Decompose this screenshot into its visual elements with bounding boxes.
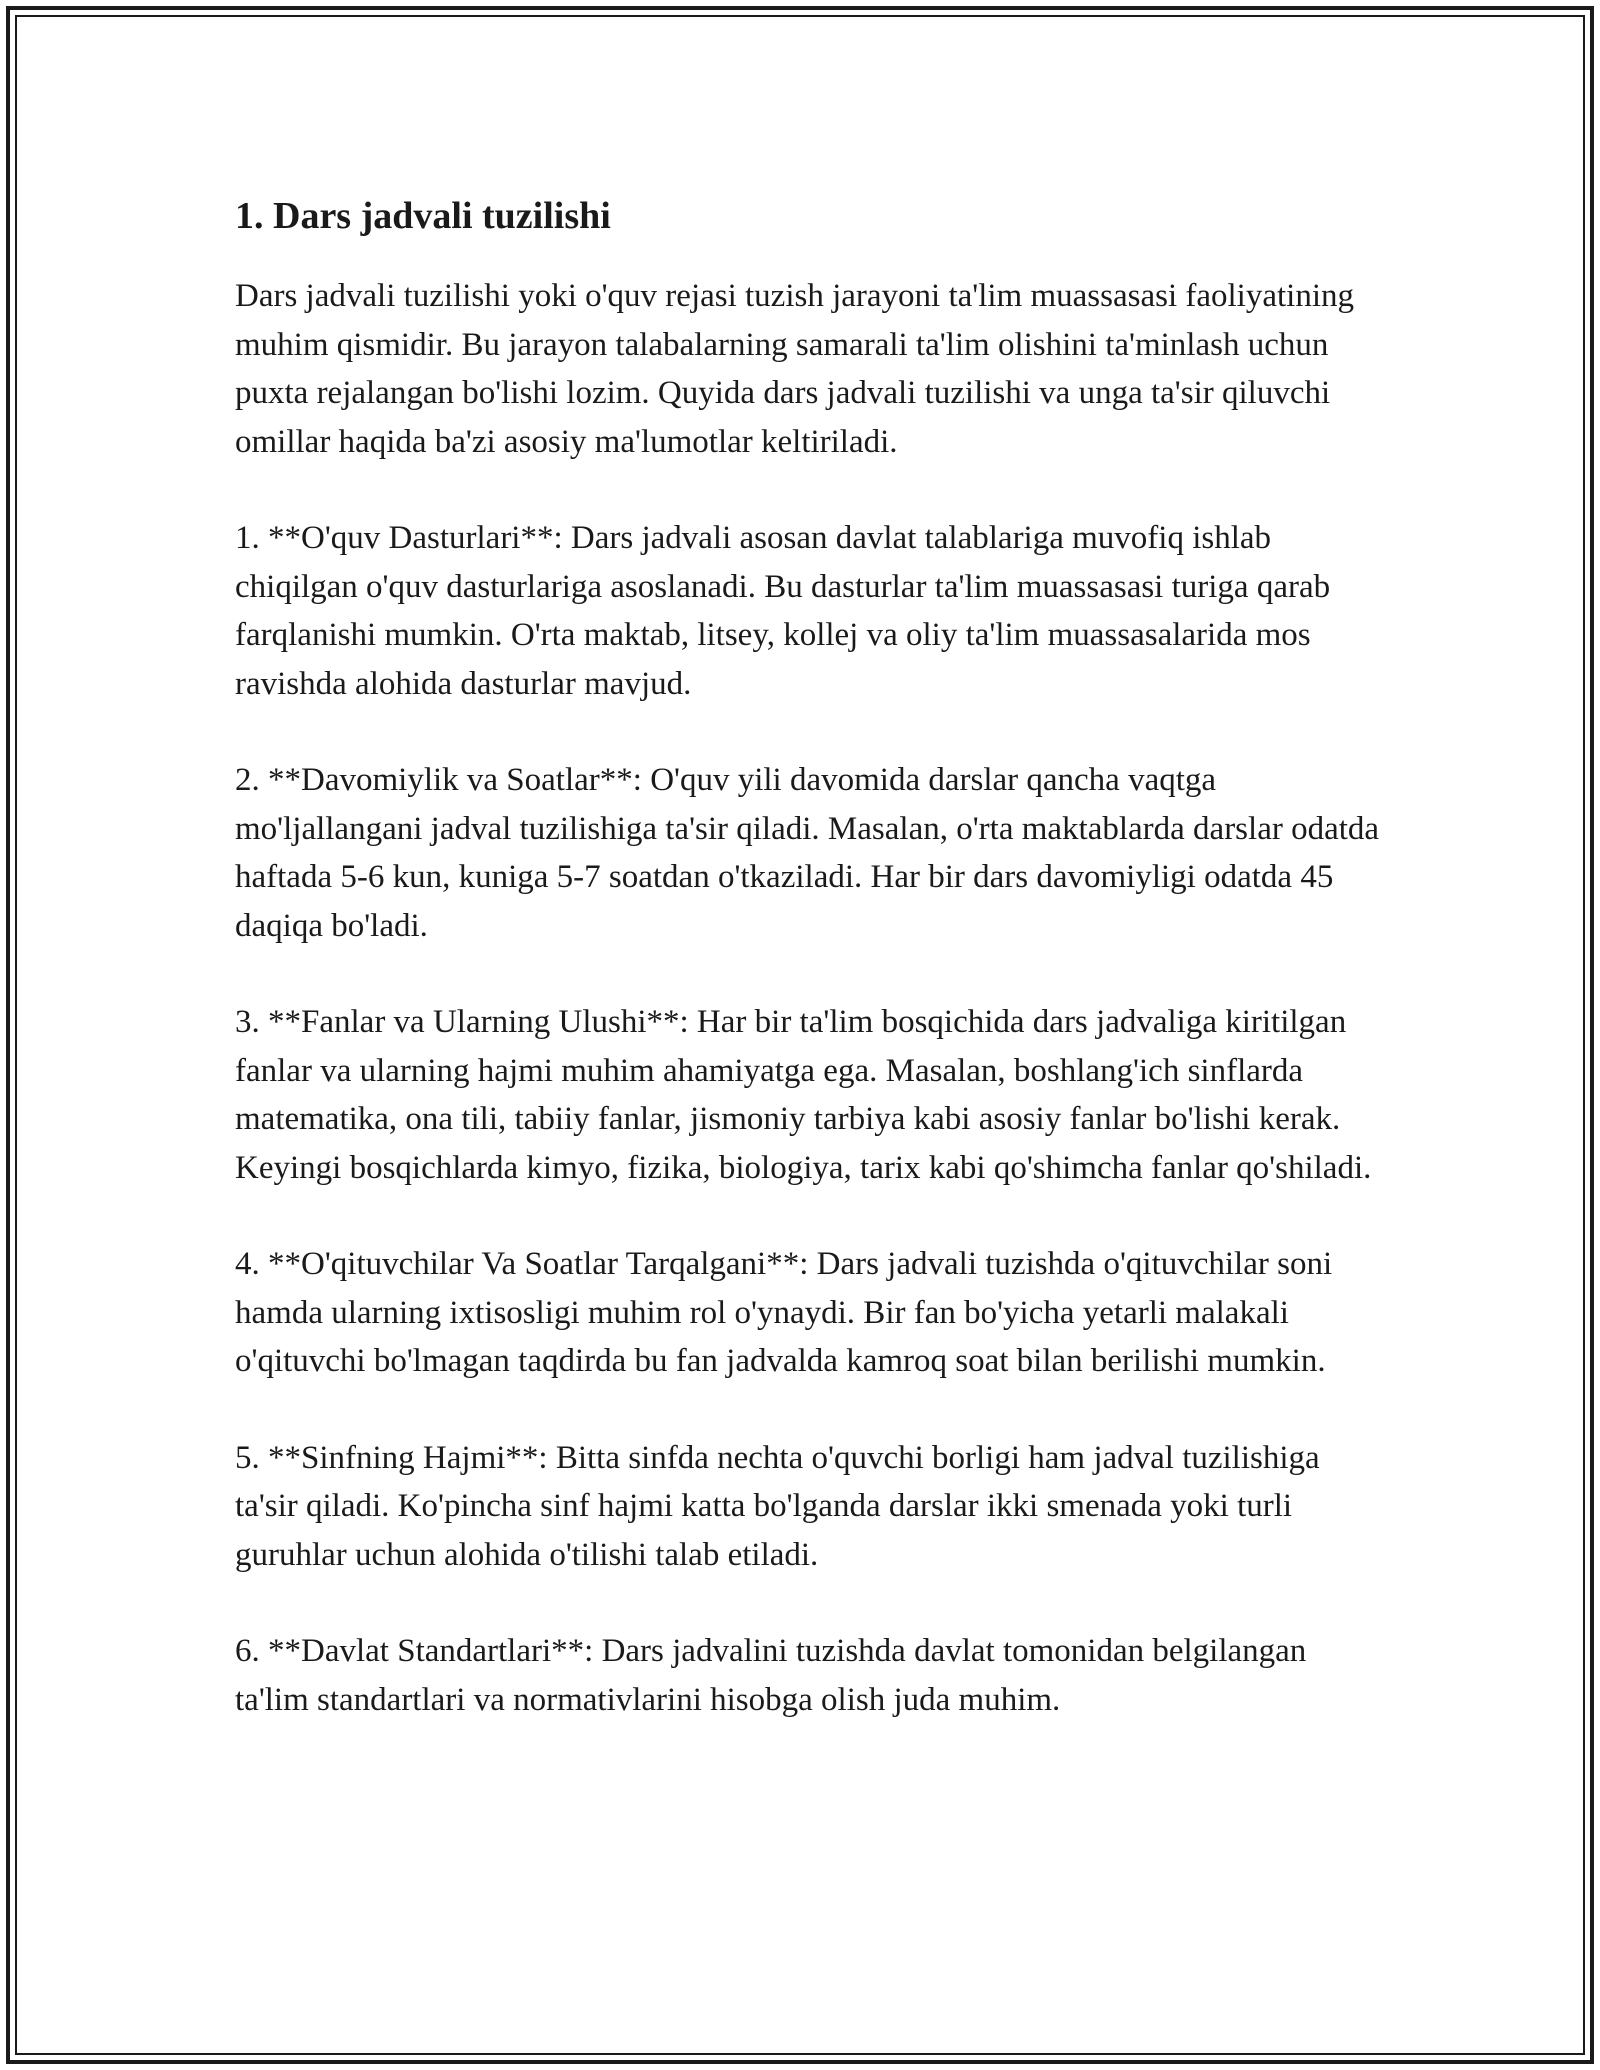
list-item-davlat-standartlari: 6. **Davlat Standartlari**: Dars jadvalini tuzishda davlat tomonidan belgilangan ta'lim standartlari va normativlarini hisobga olish juda muhim. (235, 1633, 1307, 1718)
list-item-sinfning-hajmi: 5. **Sinfning Hajmi**: Bitta sinfda nechta o'quvchi borligi ham jadval tuzilishiga ta'sir qiladi. Ko'pincha sinf hajmi katta bo'lganda darslar ikki smenada yoki turli guruhlar uchun alohida o'tilishi talab etiladi. (235, 1439, 1320, 1573)
list-item-oquv-dasturlari: 1. **O'quv Dasturlari**: Dars jadvali asosan davlat talablariga muvofiq ishlab chiqilgan o'quv dasturlariga asoslanadi. Bu dasturlar ta'lim muassasasi turiga qarab farqlanishi mumkin. O'rta maktab, litsey, kollej va oliy ta'lim muassasalarida mos ravishda alohida dasturlar mavjud. (235, 520, 1331, 702)
document-body (235, 180, 1380, 1772)
intro-paragraph: Dars jadvali tuzilishi yoki o'quv rejasi tuzish jarayoni ta'lim muassasasi faoliyatining muhim qismidir. Bu jarayon talabalarning samarali ta'lim olishini ta'minlash uchun puxta rejalangan bo'lishi lozim. Quyida dars jadvali tuzilishi va unga ta'sir qiluvchi omillar haqida ba'zi asosiy ma'lumotlar keltiriladi. (235, 278, 1355, 460)
list-item-davomiylik-va-soatlar: 2. **Davomiylik va Soatlar**: O'quv yili davomida darslar qancha vaqtga mo'ljallangani jadval tuzilishiga ta'sir qiladi. Masalan, o'rta maktablarda darslar odatda haftada 5-6 kun, kuniga 5-7 soatdan o'tkaziladi. Har bir dars davomiyligi odatda 45 daqiqa bo'ladi. (235, 762, 1380, 944)
section-heading: 1. Dars jadvali tuzilishi (235, 195, 611, 237)
list-item-fanlar-va-ularning-ulushi: 3. **Fanlar va Ularning Ulushi**: Har bir ta'lim bosqichida dars jadvaliga kiritilgan fanlar va ularning hajmi muhim ahamiyatga ega. Masalan, boshlang'ich sinflarda matematika, ona tili, tabiiy fanlar, jismoniy tarbiya kabi asosiy fanlar bo'lishi kerak. Keyingi bosqichlarda kimyo, fizika, biologiya, tarix kabi qo'shimcha fanlar qo'shiladi. (235, 1004, 1372, 1186)
list-item-oqituvchilar-va-soatlar: 4. **O'qituvchilar Va Soatlar Tarqalgani**: Dars jadvali tuzishda o'qituvchilar soni hamda ularning ixtisosligi muhim rol o'ynaydi. Bir fan bo'yicha yetarli malakali o'qituvchi bo'lmagan taqdirda bu fan jadvalda kamroq soat bilan berilishi mumkin. (235, 1246, 1333, 1379)
